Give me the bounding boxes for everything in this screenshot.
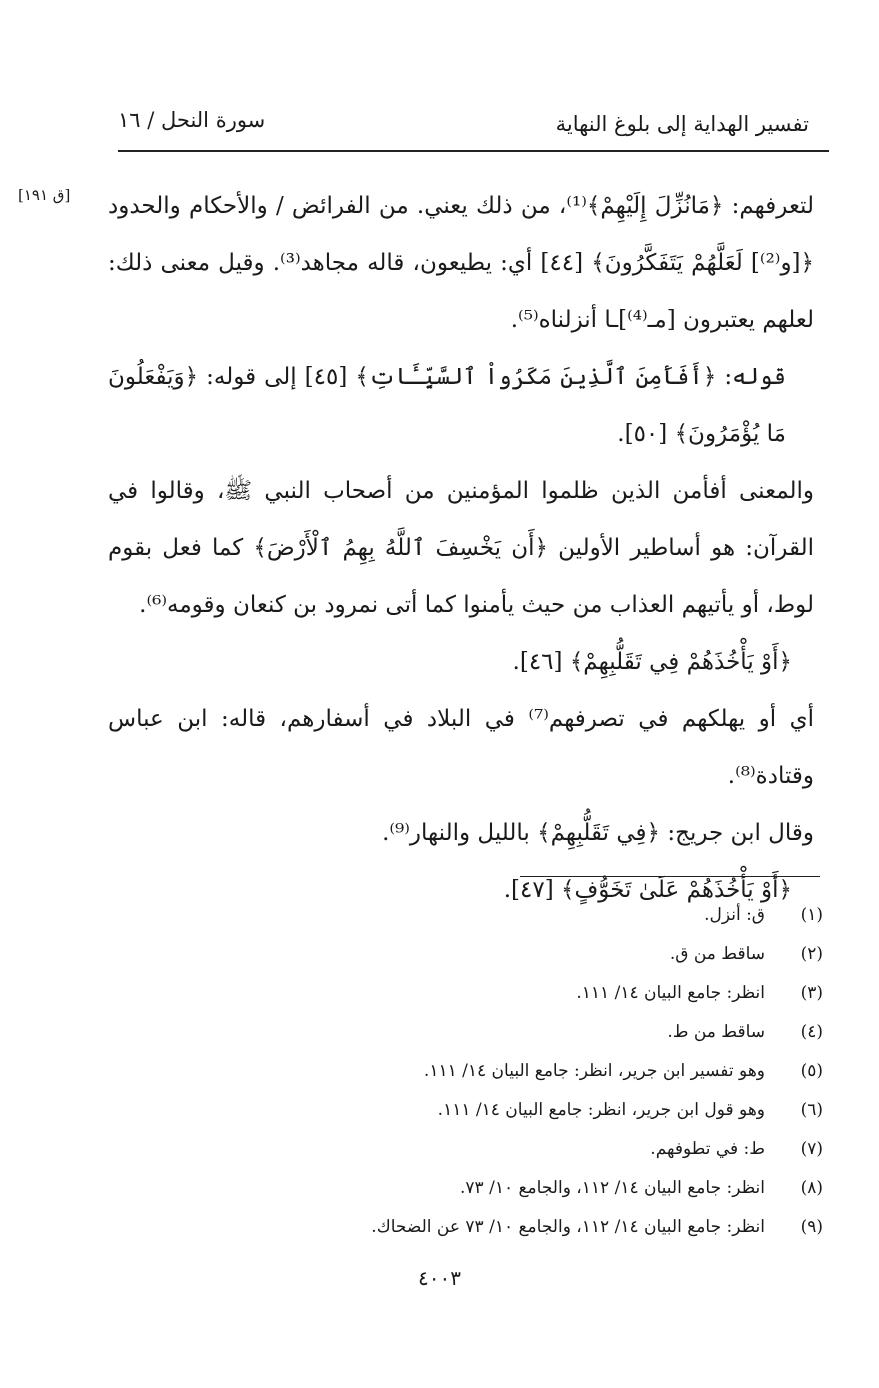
- footnote: [60, 1130, 823, 1169]
- footnote-number: (٨): [800, 1178, 823, 1198]
- footnote-text: ساقط من ق.: [669, 944, 765, 964]
- paragraph: والمعنى أفأمن الذين ظلموا المؤمنين من أصحاب النبي ﷺ، وقالوا في القرآن: هو أساطير الأولين ﴿أَن يَخْسِفَ ٱللَّهُ بِهِمُ ٱلْأَرْضَ﴾ كما فعل بقوم لوط، أو يأتيهم العذاب من حيث يأمنوا كما أتى نمرود بن كنعان وقومه⁽⁶⁾.: [108, 478, 814, 618]
- footnote: [60, 1052, 823, 1091]
- footnote-text: ق: أنزل.: [704, 905, 765, 925]
- manuscript-folio-note: [ق ١٩١]: [18, 186, 71, 204]
- footnote: [60, 1169, 823, 1208]
- footnote-number: (١): [800, 905, 823, 925]
- footnote-text: ساقط من ط.: [667, 1022, 765, 1042]
- footnote-text: انظر: جامع البيان ١٤/ ١١٢، والجامع ١٠/ ٧٣ عن الضحاك.: [371, 1217, 765, 1237]
- verse-line: ﴿أَوْ يَأْخُذَهُمْ عَلَىٰ تَخَوُّفٍ﴾ [٤٧].: [503, 877, 792, 903]
- footnote-number: (٣): [800, 983, 823, 1003]
- footnote-text: انظر: جامع البيان ١٤/ ١١١.: [576, 983, 765, 1003]
- footnote-text: ط: في تطوفهم.: [650, 1139, 765, 1159]
- footnote-text: وهو قول ابن جرير، انظر: جامع البيان ١٤/ ١١١.: [437, 1100, 765, 1120]
- footnote: [60, 974, 823, 1013]
- footnote-text: انظر: جامع البيان ١٤/ ١١٢، والجامع ١٠/ ٧٣.: [460, 1178, 765, 1198]
- footnote-divider: [520, 876, 820, 877]
- footnote-number: (٢): [800, 944, 823, 964]
- footnote-text: وهو تفسير ابن جرير، انظر: جامع البيان ١٤/ ١١١.: [423, 1061, 765, 1081]
- footnote-number: (٦): [800, 1100, 823, 1120]
- footnote-number: (٧): [800, 1139, 823, 1159]
- footnote: [60, 896, 823, 935]
- footnote: [60, 1208, 823, 1247]
- verse-line: ﴿أَوْ يَأْخُذَهُمْ فِي تَقَلُّبِهِمْ﴾ [٤٦].: [512, 649, 792, 675]
- page-number: ٤٠٠٣: [418, 1266, 461, 1290]
- book-title: تفسير الهداية إلى بلوغ النهاية: [555, 112, 809, 136]
- footnote: [60, 1091, 823, 1130]
- paragraph: وقال ابن جريج: ﴿فِي تَقَلُّبِهِمْ﴾ بالليل والنهار⁽⁹⁾.: [382, 820, 814, 846]
- header-divider: [118, 150, 829, 152]
- running-header: [118, 108, 809, 148]
- footnotes: [60, 896, 823, 1247]
- footnote: [60, 935, 823, 974]
- verse-line: قوله: ﴿أَفَأَمِنَ ٱلَّذِينَ مَكَرُواْ ٱلسَّيِّـَٔاتِ﴾ [٤٥] إلى قوله: ﴿وَيَفْعَلُونَ مَا يُؤْمَرُونَ﴾ [٥٠].: [108, 364, 786, 447]
- footnote-number: (٩): [800, 1217, 823, 1237]
- footnote: [60, 1013, 823, 1052]
- paragraph: أي أو يهلكهم في تصرفهم⁽⁷⁾ في البلاد في أسفارهم، قاله: ابن عباس وقتادة⁽⁸⁾.: [108, 706, 814, 789]
- footnote-number: (٤): [800, 1022, 823, 1042]
- footnote-number: (٥): [800, 1061, 823, 1081]
- paragraph: لتعرفهم: ﴿مَانُزِّلَ إِلَيْهِمْ﴾⁽¹⁾، من ذلك يعني. من الفرائض / والأحكام والحدود ﴿[و⁽²⁾] لَعَلَّهُمْ يَتَفَكَّرُونَ﴾ [٤٤] أي: يطيعون، قاله مجاهد⁽³⁾. وقيل معنى ذلك: لعلهم يعتبرون [مـ⁽⁴⁾]ـا أنزلناه⁽⁵⁾.: [108, 193, 815, 333]
- surah-label: سورة النحل / ١٦: [118, 108, 266, 132]
- main-text: [108, 178, 814, 919]
